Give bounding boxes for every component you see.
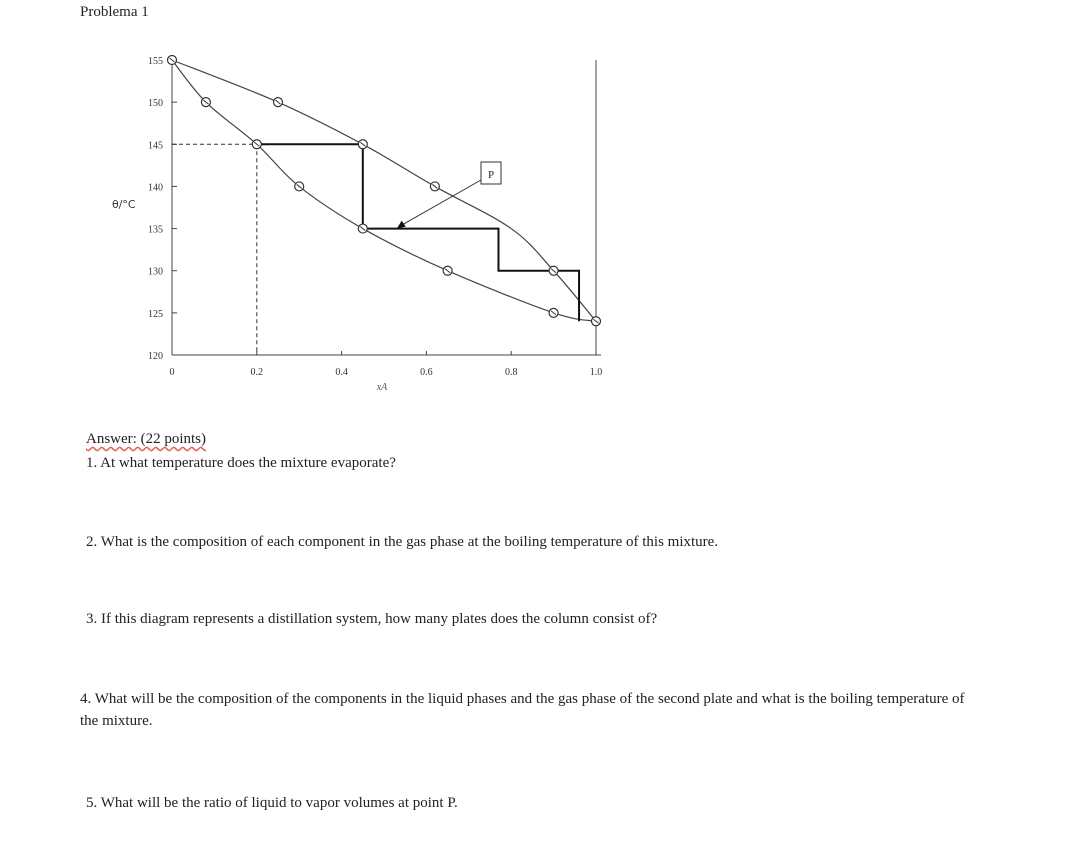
y-tick-label: 155 (148, 56, 163, 67)
y-tick-label: 120 (148, 351, 163, 362)
y-tick-label: 140 (148, 182, 163, 194)
markers (168, 56, 601, 326)
y-axis-label: θ/°C (112, 198, 136, 211)
point-p-label: P (487, 169, 495, 181)
page-title: Problema 1 (80, 4, 149, 20)
vapor-curve (172, 60, 596, 321)
y-tick-label: 125 (148, 308, 163, 320)
x-tick-label: 0.6 (420, 367, 433, 378)
question-3: 3. If this diagram represents a distillation system, how many plates does the column consist of? (86, 611, 658, 627)
x-tick-label: 1.0 (589, 367, 603, 378)
tick-labels (148, 56, 602, 378)
answer-label (86, 428, 206, 450)
y-tick-label: 145 (148, 140, 163, 152)
annotation (397, 162, 501, 229)
x-tick-label: 0.8 (504, 367, 518, 378)
point-p-arrow (403, 180, 481, 225)
y-tick-label: 150 (148, 98, 163, 110)
question-5: 5. What will be the ratio of liquid to vapor volumes at point P. (86, 795, 458, 811)
answer-text: Answer: (22 points) (86, 431, 206, 447)
y-tick-label: 130 (148, 266, 163, 278)
question-1: 1. At what temperature does the mixture evaporate? (86, 455, 396, 471)
liquid-curve (172, 60, 596, 321)
axes (172, 56, 601, 355)
question-4: 4. What will be the composition of the components in the liquid phases and the gas phase of the second plate and what is the boiling temperature of the mixture. (80, 691, 965, 729)
y-tick-label: 135 (148, 224, 163, 236)
curves (172, 60, 596, 321)
x-tick-label: 0.4 (335, 367, 348, 378)
point-p-arrowhead (397, 221, 406, 229)
distillation-steps (257, 144, 579, 321)
x-tick-label: 0 (169, 367, 175, 378)
x-tick-label: 0.2 (250, 367, 264, 378)
question-2: 2. What is the composition of each component in the gas phase at the boiling temperature of this mixture. (86, 534, 719, 550)
step-construction (257, 144, 579, 321)
guide-lines (172, 144, 257, 355)
x-axis-label: xA (376, 382, 388, 393)
phase-diagram (0, 0, 1080, 420)
